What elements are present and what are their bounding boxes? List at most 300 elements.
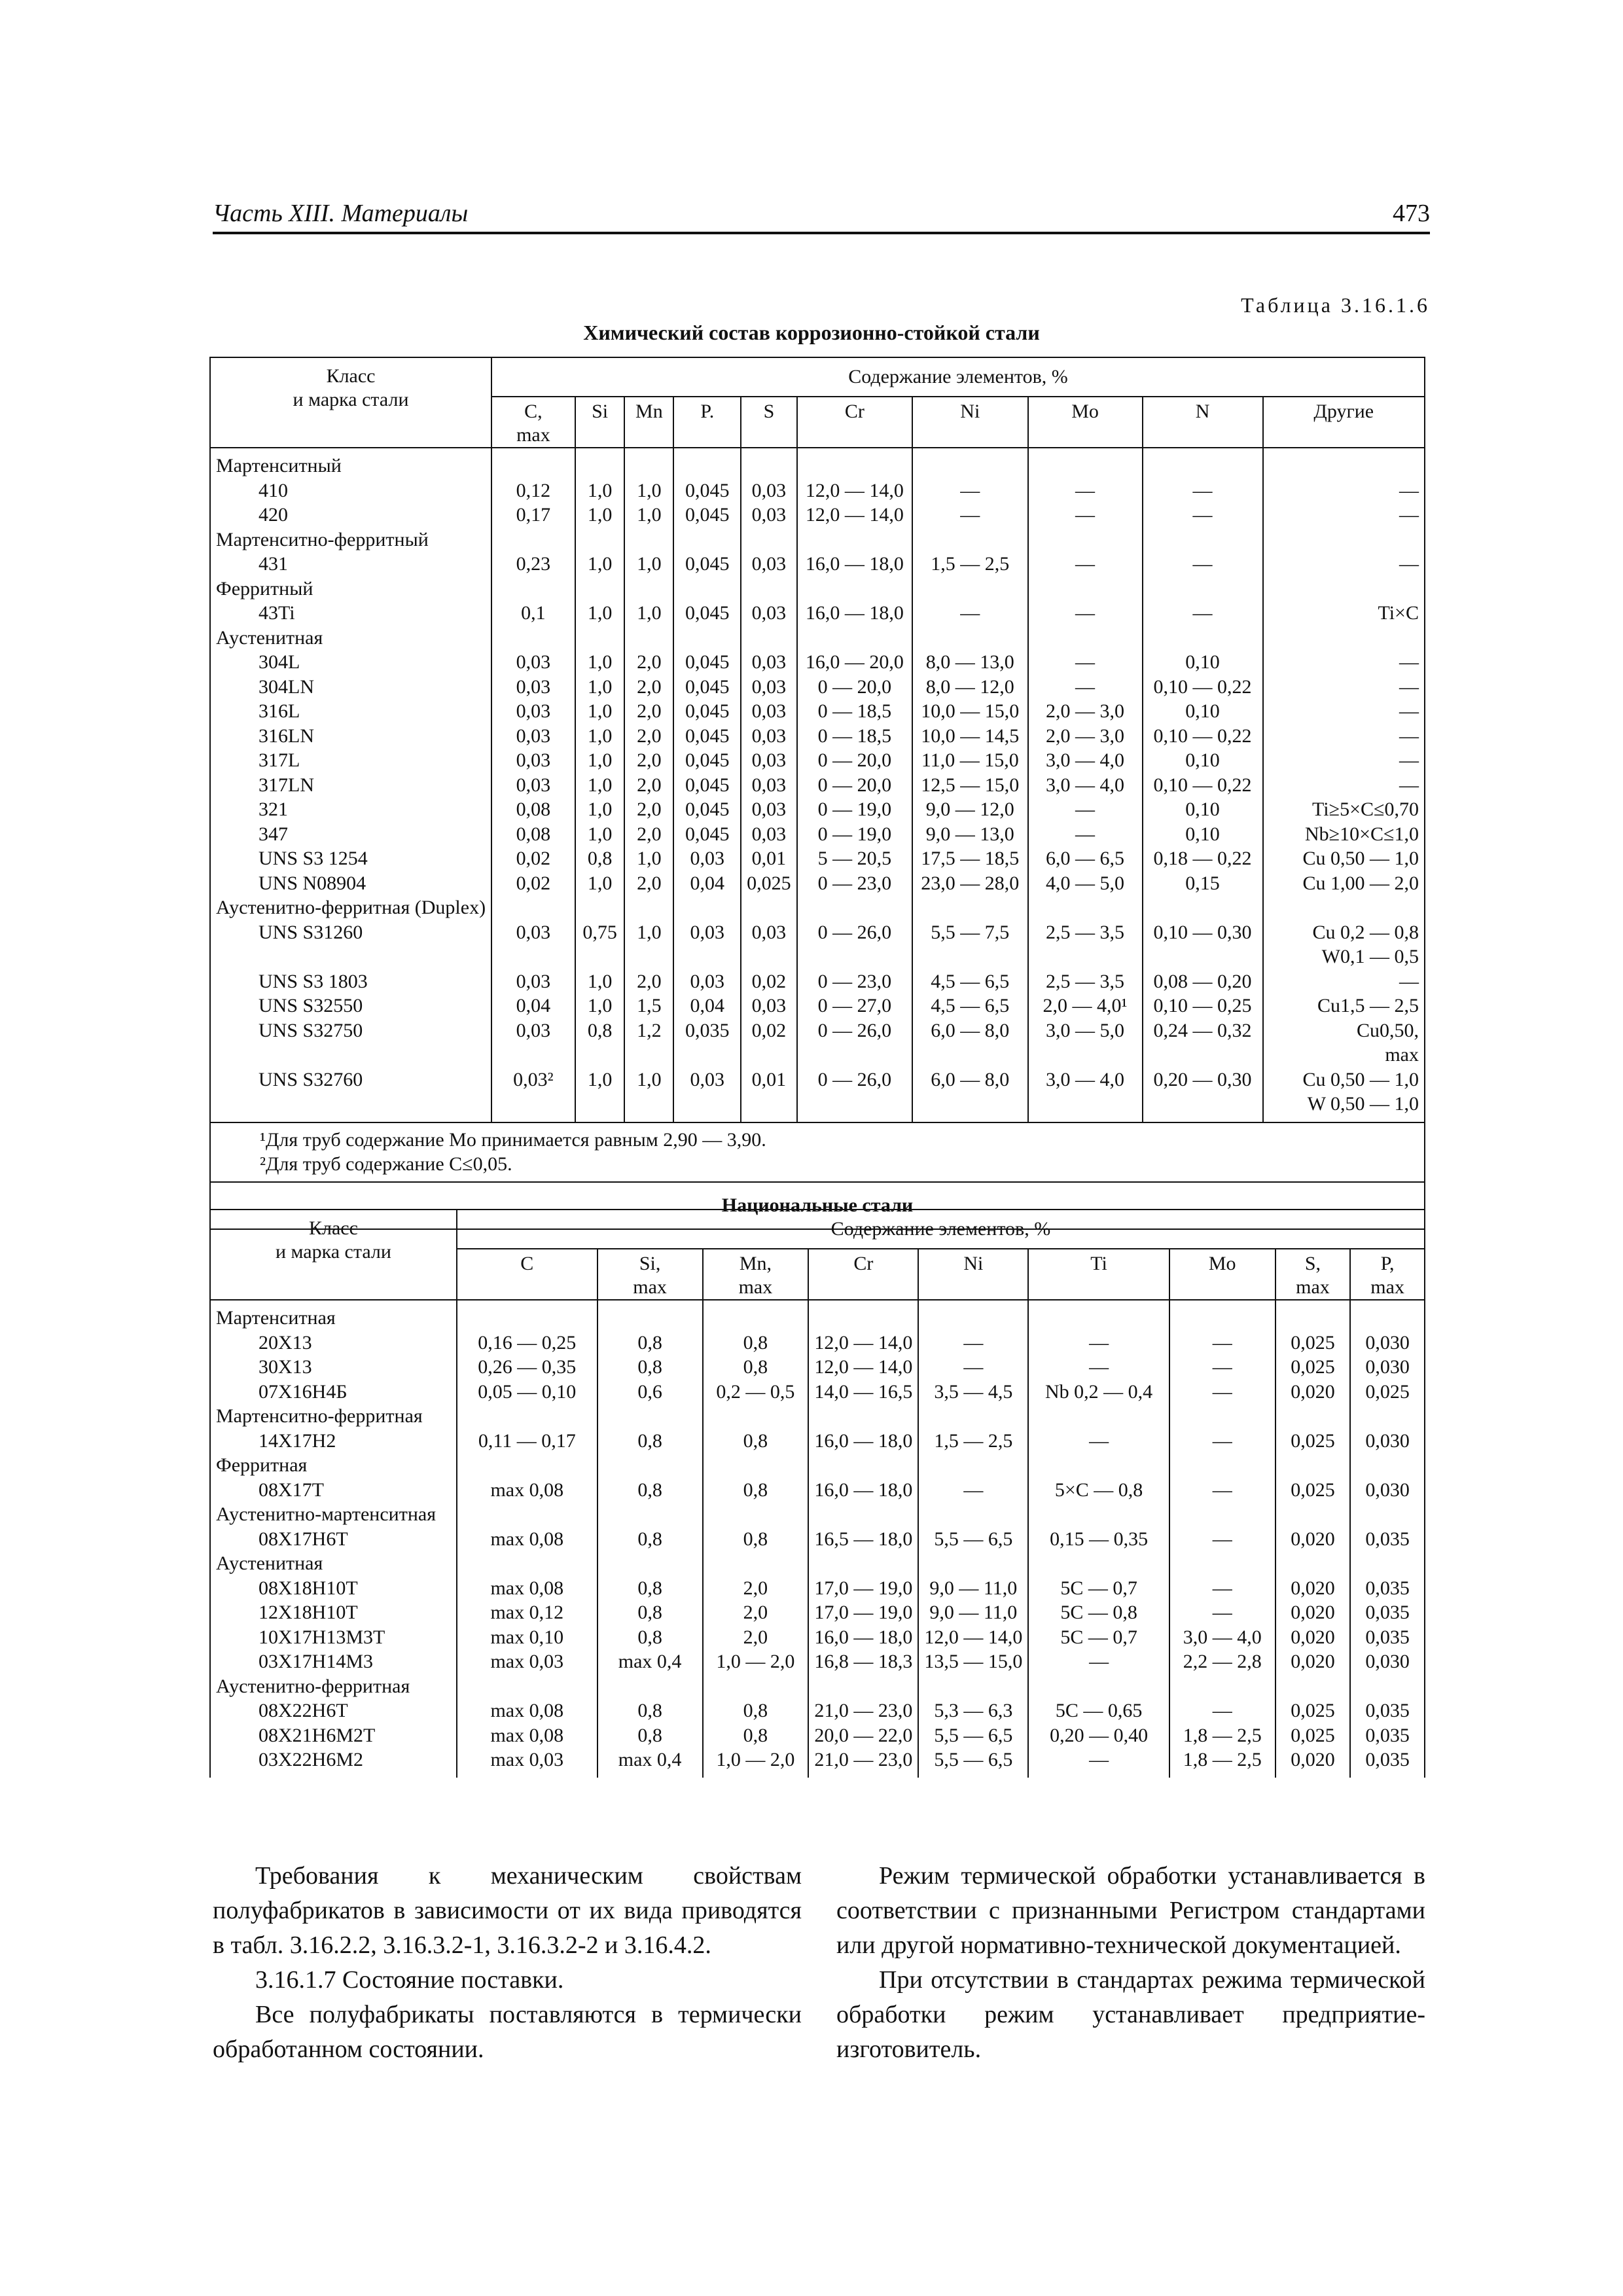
cell-value: 2,0 bbox=[637, 970, 662, 992]
paragraph-absence-of-mode: При отсутствии в стандартах режима термической обработки режим устанавливает предприятие-изготовитель. bbox=[836, 1966, 1425, 2063]
cell-value: 12,0 — 14,0 bbox=[805, 504, 904, 526]
cell-value: 0,11 — 0,17 bbox=[478, 1429, 576, 1452]
cell-value: 20,0 — 22,0 bbox=[814, 1724, 913, 1746]
cell-value: 0,2 — 0,5 bbox=[716, 1380, 795, 1403]
text-left-column bbox=[213, 1859, 802, 2067]
column-header: C bbox=[457, 1249, 597, 1300]
cell-value: 0,08 bbox=[516, 823, 551, 845]
cell-value: Cu 0,50 — 1,0 bbox=[1302, 848, 1419, 869]
national-steels-title: Национальные стали bbox=[210, 1182, 1425, 1229]
cell-value: 0,020 bbox=[1291, 1626, 1335, 1648]
steel-grade: 12Х18Н10Т bbox=[259, 1602, 358, 1623]
steel-grade: UNS S32750 bbox=[259, 1019, 363, 1041]
cell-value: 0,03 bbox=[751, 798, 787, 820]
cell-value: 21,0 — 23,0 bbox=[814, 1749, 913, 1770]
value-column bbox=[1263, 448, 1425, 1122]
cell-value: 1,0 bbox=[637, 479, 662, 501]
cell-value: 1,0 bbox=[587, 970, 613, 992]
cell-value bbox=[803, 944, 906, 969]
cell-value: 12,0 — 14,0 bbox=[814, 1356, 913, 1378]
cell-value: 0,03 bbox=[516, 774, 551, 796]
cell-value bbox=[679, 944, 735, 969]
cell-value: 0,8 bbox=[637, 1626, 662, 1648]
cell-value bbox=[497, 944, 569, 969]
cell-value: 0,035 bbox=[1365, 1577, 1410, 1599]
value-column bbox=[912, 448, 1027, 1122]
cell-value: 1,0 bbox=[637, 602, 662, 624]
value-column bbox=[624, 448, 673, 1122]
cell-value: 0,025 bbox=[1291, 1724, 1335, 1746]
cell-value: 2,0 bbox=[637, 651, 662, 673]
cell-value: 12,0 — 14,0 bbox=[805, 479, 904, 501]
cell-value: 0,03 bbox=[516, 700, 551, 722]
cell-value: 0,8 bbox=[743, 1356, 768, 1378]
steel-class-label: Аустенитная bbox=[216, 1552, 323, 1574]
cell-value: 0,03 bbox=[751, 504, 787, 526]
cell-value: 0,020 bbox=[1291, 1749, 1335, 1770]
cell-value: 0,8 bbox=[587, 848, 613, 869]
steel-class-label: Мартенситно-ферритная bbox=[216, 1405, 423, 1427]
steel-class-label: Мартенситный bbox=[216, 455, 342, 476]
cell-value: — bbox=[1399, 774, 1419, 796]
cell-value: 9,0 — 12,0 bbox=[925, 798, 1014, 820]
value-column bbox=[597, 1300, 703, 1778]
cell-value: Ti×C bbox=[1378, 602, 1419, 624]
cell-value: 0,025 bbox=[1291, 1356, 1335, 1378]
content-header: Содержание элементов, % bbox=[491, 357, 1425, 397]
cell-value: 0,10 — 0,22 bbox=[1153, 675, 1252, 698]
cell-value: 0,03 bbox=[751, 921, 787, 943]
cell-value: 0,8 bbox=[637, 1356, 662, 1378]
cell-value: 0,75 bbox=[582, 921, 617, 943]
cell-value: 1,2 bbox=[637, 1019, 662, 1041]
cell-value: 6,0 — 8,0 bbox=[931, 1019, 1010, 1041]
cell-value: — bbox=[963, 1331, 984, 1354]
cell-value bbox=[747, 944, 791, 969]
cell-value: — bbox=[1399, 970, 1419, 992]
page-number: 473 bbox=[1393, 200, 1430, 227]
cell-value: 0,035 bbox=[1365, 1700, 1410, 1721]
cell-value: 0,025 bbox=[1291, 1331, 1335, 1354]
cell-value: 0,8 bbox=[637, 1331, 662, 1354]
cell-value: 1,8 — 2,5 bbox=[1183, 1749, 1262, 1770]
cell-value: 2,2 — 2,8 bbox=[1183, 1651, 1262, 1672]
cell-value: max 0,03 bbox=[490, 1651, 564, 1672]
cell-value: 3,0 — 4,0 bbox=[1046, 1068, 1125, 1090]
cell-value: 1,5 — 2,5 bbox=[934, 1429, 1013, 1452]
cell-value: 0,16 — 0,25 bbox=[478, 1331, 577, 1354]
cell-value: 2,0 — 3,0 bbox=[1046, 725, 1125, 747]
cell-value: 0 — 19,0 bbox=[817, 798, 892, 820]
cell-value: 1,0 bbox=[637, 1068, 662, 1090]
cell-value bbox=[1034, 1043, 1137, 1067]
cell-value: Ti≥5×C≤0,70 bbox=[1312, 798, 1419, 820]
cell-value: Nb≥10×C≤1,0 bbox=[1304, 823, 1419, 845]
steel-class-label: Ферритная bbox=[216, 1454, 308, 1476]
cell-value: 0,045 bbox=[685, 798, 730, 820]
cell-value: 0,03 bbox=[751, 823, 787, 845]
cell-value: 0,035 bbox=[685, 1019, 730, 1041]
cell-value: 0,8 bbox=[743, 1479, 768, 1501]
class-header: Класс и марка стали bbox=[210, 357, 491, 448]
cell-value: 0,025 bbox=[747, 872, 791, 894]
steel-grade: 08Х17Н6Т bbox=[259, 1528, 348, 1550]
cell-value bbox=[1034, 944, 1137, 969]
cell-value bbox=[630, 944, 668, 969]
cell-value: Cu 0,50 — 1,0 bbox=[1302, 1068, 1419, 1090]
cell-value: 5,5 — 6,5 bbox=[934, 1528, 1013, 1550]
cell-value: 5,5 — 7,5 bbox=[931, 921, 1010, 943]
cell-value: 0,045 bbox=[685, 675, 730, 698]
table-title: Химический состав коррозионно-стойкой стали bbox=[583, 321, 1040, 344]
cell-value: 0,03 bbox=[516, 970, 551, 992]
cell-value: 0,03 bbox=[751, 651, 787, 673]
cell-value: 0,025 bbox=[1291, 1479, 1335, 1501]
cell-value: Cu1,5 — 2,5 bbox=[1317, 995, 1419, 1016]
cell-value: 5C — 0,8 bbox=[1060, 1602, 1137, 1623]
cell-value: 1,0 bbox=[637, 504, 662, 526]
cell-value: 0,03 bbox=[516, 675, 551, 698]
cell-value: 1,0 bbox=[587, 602, 613, 624]
cell-value: — bbox=[1399, 651, 1419, 673]
cell-value: 16,0 — 20,0 bbox=[805, 651, 904, 673]
steel-grade: 316L bbox=[259, 700, 300, 722]
steel-grade: 08Х21Н6М2Т bbox=[259, 1724, 376, 1746]
steel-grade: UNS S3 1803 bbox=[259, 970, 368, 992]
cell-value: max 0,08 bbox=[490, 1724, 564, 1746]
cell-value: 0,01 bbox=[751, 848, 787, 869]
cell-value: 1,0 bbox=[637, 921, 662, 943]
cell-value: 0,03 bbox=[751, 749, 787, 771]
column-header: Другие bbox=[1263, 397, 1425, 448]
cell-value: 0 — 26,0 bbox=[817, 1019, 892, 1041]
cell-value: 0,030 bbox=[1365, 1479, 1410, 1501]
cell-value bbox=[918, 944, 1022, 969]
cell-value: 2,5 — 3,5 bbox=[1046, 921, 1125, 943]
cell-value: 0,03 bbox=[690, 921, 725, 943]
steel-grade: 14Х17Н2 bbox=[259, 1429, 336, 1452]
cell-value: — bbox=[1399, 700, 1419, 722]
cell-value: 0,04 bbox=[690, 872, 725, 894]
cell-value: 0,8 bbox=[637, 1429, 662, 1452]
cell-value: max 0,4 bbox=[618, 1651, 682, 1672]
cell-value: 1,0 bbox=[637, 848, 662, 869]
paragraph-requirements: Требования к механическим свойствам полуфабрикатов в зависимости от их вида приводятся в табл. 3.16.2.2, 3.16.3.2-1, 3.16.3.2-2 и 3.16.4.2. bbox=[213, 1862, 802, 1959]
steel-grade: UNS S32550 bbox=[259, 995, 363, 1016]
cell-value: — bbox=[1192, 553, 1213, 575]
cell-value: 0,03 bbox=[751, 725, 787, 747]
cell-value bbox=[1034, 1092, 1137, 1117]
cell-value: — bbox=[1212, 1479, 1232, 1501]
cell-value: 16,0 — 18,0 bbox=[805, 602, 904, 624]
cell-value: 0,035 bbox=[1365, 1602, 1410, 1623]
cell-value: 0,035 bbox=[1365, 1724, 1410, 1746]
content-header-2: Содержание элементов, % bbox=[457, 1210, 1425, 1249]
cell-value: 0,8 bbox=[743, 1331, 768, 1354]
section-title: Часть XIII. Материалы bbox=[213, 200, 469, 227]
cell-value: — bbox=[1075, 602, 1096, 624]
cell-value: 0,05 — 0,10 bbox=[478, 1380, 577, 1403]
cell-value: 0,8 bbox=[637, 1528, 662, 1550]
cell-value bbox=[581, 944, 619, 969]
cell-value bbox=[1149, 1092, 1257, 1117]
steel-class-label: Аустенитно-ферритная bbox=[216, 1675, 410, 1697]
cell-value: 0,8 bbox=[743, 1724, 768, 1746]
cell-value: 0,20 — 0,30 bbox=[1153, 1068, 1252, 1090]
cell-value: 1,0 bbox=[587, 749, 613, 771]
cell-value: 3,0 — 4,0 bbox=[1046, 749, 1125, 771]
cell-value: — bbox=[1089, 1429, 1109, 1452]
steel-grade: 431 bbox=[259, 553, 288, 575]
cell-value: max 0,03 bbox=[490, 1749, 564, 1770]
cell-value: 0,8 bbox=[587, 1019, 613, 1041]
value-column bbox=[575, 448, 625, 1122]
cell-value: 16,5 — 18,0 bbox=[814, 1528, 913, 1550]
cell-value: 2,0 bbox=[637, 675, 662, 698]
cell-value: 0,030 bbox=[1365, 1331, 1410, 1354]
cell-value: — bbox=[1192, 504, 1213, 526]
cell-value: 0,03 bbox=[516, 725, 551, 747]
cell-value: 0,030 bbox=[1365, 1651, 1410, 1672]
cell-value: 3,5 — 4,5 bbox=[934, 1380, 1013, 1403]
cell-value: 1,0 bbox=[587, 823, 613, 845]
cell-value: 3,0 — 4,0 bbox=[1046, 774, 1125, 796]
cell-value: 2,0 bbox=[637, 749, 662, 771]
cell-value: — bbox=[1089, 1749, 1109, 1770]
cell-value: 0,08 — 0,20 bbox=[1153, 970, 1252, 992]
cell-value: 0 — 26,0 bbox=[817, 921, 892, 943]
cell-value: 4,5 — 6,5 bbox=[931, 995, 1010, 1016]
steel-grade: 10Х17Н13М3Т bbox=[259, 1626, 385, 1648]
cell-value bbox=[630, 1043, 668, 1067]
cell-value: 0 — 27,0 bbox=[817, 995, 892, 1016]
cell-value: 0 — 19,0 bbox=[817, 823, 892, 845]
cell-value: 0,8 bbox=[743, 1429, 768, 1452]
cell-value: 3,0 — 4,0 bbox=[1183, 1626, 1262, 1648]
cell-value: 0,02 bbox=[516, 848, 551, 869]
steel-grade-column bbox=[210, 448, 491, 1122]
cell-value: 1,0 bbox=[587, 774, 613, 796]
cell-value: max 0,12 bbox=[490, 1602, 564, 1623]
cell-value: 0,020 bbox=[1291, 1380, 1335, 1403]
cell-value: max 0,08 bbox=[490, 1479, 564, 1501]
cell-value: 4,5 — 6,5 bbox=[931, 970, 1010, 992]
cell-value: 0,02 bbox=[516, 872, 551, 894]
cell-value: 4,0 — 5,0 bbox=[1046, 872, 1125, 894]
cell-value: 0,8 bbox=[637, 1700, 662, 1721]
cell-value: 5×C — 0,8 bbox=[1054, 1479, 1143, 1501]
footnote-1: ¹Для труб содержание Mo принимается равным 2,90 — 3,90. bbox=[260, 1128, 766, 1151]
text-right-column bbox=[836, 1859, 1425, 2067]
cell-value: 3,0 — 5,0 bbox=[1046, 1019, 1125, 1041]
cell-value: — bbox=[1212, 1602, 1232, 1623]
cell-value: 6,0 — 8,0 bbox=[931, 1068, 1010, 1090]
cell-value: — bbox=[1212, 1429, 1232, 1452]
cell-value: 0,10 bbox=[1185, 749, 1220, 771]
steel-grade: 03Х17Н14М3 bbox=[259, 1651, 374, 1672]
cell-value: 0,17 bbox=[516, 504, 551, 526]
cell-value: 0,10 — 0,25 bbox=[1153, 995, 1252, 1016]
cell-value bbox=[803, 1043, 906, 1067]
cell-value bbox=[918, 1092, 1022, 1117]
cell-value: 2,0 bbox=[743, 1626, 768, 1648]
cell-value bbox=[630, 1092, 668, 1117]
cell-value: 0,03 bbox=[690, 848, 725, 869]
steel-grade bbox=[216, 1043, 486, 1067]
cell-value: 21,0 — 23,0 bbox=[814, 1700, 913, 1721]
cell-value: 14,0 — 16,5 bbox=[814, 1380, 913, 1403]
cell-value: 9,0 — 11,0 bbox=[929, 1577, 1018, 1599]
steel-grade: UNS S31260 bbox=[259, 921, 363, 943]
steel-class-label: Ферритный bbox=[216, 577, 313, 600]
cell-value: 0 — 26,0 bbox=[817, 1068, 892, 1090]
footnote-2: ²Для труб содержание C≤0,05. bbox=[260, 1153, 512, 1175]
steel-grade: 08Х22Н6Т bbox=[259, 1700, 348, 1721]
cell-value: 0,020 bbox=[1291, 1651, 1335, 1672]
cell-value: 0 — 20,0 bbox=[817, 774, 892, 796]
cell-value: 0 — 23,0 bbox=[817, 872, 892, 894]
cell-value: — bbox=[1192, 602, 1213, 624]
cell-value: 9,0 — 11,0 bbox=[929, 1602, 1018, 1623]
cell-value: — bbox=[1089, 1331, 1109, 1354]
cell-value: 2,0 bbox=[637, 700, 662, 722]
cell-value: 2,0 bbox=[637, 774, 662, 796]
cell-value: 0,26 — 0,35 bbox=[478, 1356, 577, 1378]
cell-value: — bbox=[1075, 651, 1096, 673]
cell-value: 1,0 bbox=[587, 700, 613, 722]
steel-grade: 317L bbox=[259, 749, 300, 771]
steel-grade: UNS S32760 bbox=[259, 1068, 363, 1090]
cell-value: W 0,50 — 1,0 bbox=[1307, 1093, 1419, 1115]
cell-value: 0,10 bbox=[1185, 651, 1220, 673]
cell-value: 2,0 — 3,0 bbox=[1046, 700, 1125, 722]
cell-value: 0,03 bbox=[751, 995, 787, 1016]
national-steels-table bbox=[209, 1209, 1425, 1778]
cell-value: 0,020 bbox=[1291, 1577, 1335, 1599]
value-column bbox=[1028, 1300, 1169, 1778]
steel-grade: 43Ti bbox=[259, 602, 295, 624]
cell-value: 0,8 bbox=[637, 1479, 662, 1501]
cell-value bbox=[497, 1092, 569, 1117]
cell-value: 0,045 bbox=[685, 749, 730, 771]
cell-value: 0,08 bbox=[516, 798, 551, 820]
cell-value: 16,0 — 18,0 bbox=[814, 1429, 913, 1452]
cell-value: — bbox=[960, 602, 980, 624]
cell-value: 12,0 — 14,0 bbox=[814, 1331, 913, 1354]
cell-value bbox=[747, 1043, 791, 1067]
cell-value bbox=[581, 1043, 619, 1067]
cell-value: — bbox=[1089, 1356, 1109, 1378]
cell-value: 2,0 bbox=[637, 872, 662, 894]
cell-value: 0,02 bbox=[751, 1019, 787, 1041]
value-column bbox=[918, 1300, 1028, 1778]
cell-value: 1,0 bbox=[587, 872, 613, 894]
cell-value: 1,0 bbox=[587, 553, 613, 575]
cell-value: 2,0 — 4,0¹ bbox=[1043, 995, 1128, 1016]
cell-value: 5C — 0,7 bbox=[1060, 1626, 1137, 1648]
steel-grade: 20Х13 bbox=[259, 1331, 312, 1354]
cell-value: 0,03 bbox=[690, 970, 725, 992]
cell-value: — bbox=[1399, 553, 1419, 575]
cell-value: max 0,4 bbox=[618, 1749, 682, 1770]
cell-value: 17,0 — 19,0 bbox=[814, 1577, 913, 1599]
cell-value: max bbox=[1385, 1044, 1419, 1066]
cell-value: 1,0 bbox=[587, 798, 613, 820]
cell-value: 0,10 — 0,30 bbox=[1153, 921, 1252, 943]
cell-value: Cu0,50, bbox=[1356, 1019, 1419, 1041]
cell-value: 0,03 bbox=[516, 651, 551, 673]
cell-value: 0,8 bbox=[637, 1577, 662, 1599]
steel-class-label: Мартенситно-ферритный bbox=[216, 528, 429, 550]
column-header: Cr bbox=[808, 1249, 918, 1300]
cell-value: 0,6 bbox=[637, 1380, 662, 1403]
value-column bbox=[741, 448, 797, 1122]
cell-value: 0,045 bbox=[685, 774, 730, 796]
steel-grade: 304L bbox=[259, 651, 300, 673]
cell-value: — bbox=[1212, 1331, 1232, 1354]
cell-value: 5,5 — 6,5 bbox=[934, 1724, 1013, 1746]
cell-value: 0,030 bbox=[1365, 1429, 1410, 1452]
cell-value: 0,10 bbox=[1185, 823, 1220, 845]
steel-grade: 08Х17Т bbox=[259, 1479, 324, 1501]
cell-value: 8,0 — 12,0 bbox=[925, 675, 1014, 698]
cell-value: 5C — 0,65 bbox=[1055, 1700, 1143, 1721]
column-header: Cr bbox=[797, 397, 912, 448]
cell-value: 0,03 bbox=[516, 749, 551, 771]
cell-value: 0,04 bbox=[690, 995, 725, 1016]
cell-value: 0,03 bbox=[751, 675, 787, 698]
cell-value: 0,8 bbox=[637, 1602, 662, 1623]
steel-grade bbox=[216, 944, 486, 969]
cell-value: 11,0 — 15,0 bbox=[921, 749, 1019, 771]
column-header: Ti bbox=[1028, 1249, 1169, 1300]
cell-value: 1,5 bbox=[637, 995, 662, 1016]
cell-value: 0,045 bbox=[685, 504, 730, 526]
cell-value: 1,0 — 2,0 bbox=[716, 1651, 795, 1672]
column-header: C, max bbox=[491, 397, 575, 448]
steel-class-label: Мартенситная bbox=[216, 1307, 336, 1329]
cell-value: 0,18 — 0,22 bbox=[1153, 848, 1252, 869]
paragraph-heat-treatment: Режим термической обработки устанавливается в соответствии с признанными Регистром стандартами или другой нормативно-технической документацией. bbox=[836, 1862, 1425, 1959]
cell-value: 0,035 bbox=[1365, 1528, 1410, 1550]
cell-value: 0 — 18,5 bbox=[817, 725, 892, 747]
cell-value: 1,0 — 2,0 bbox=[716, 1749, 795, 1770]
footnotes bbox=[210, 1122, 1425, 1182]
steel-grade: 07Х16Н4Б bbox=[259, 1380, 348, 1403]
column-header: Mn bbox=[624, 397, 673, 448]
cell-value: 0,8 bbox=[743, 1528, 768, 1550]
cell-value: 17,0 — 19,0 bbox=[814, 1602, 913, 1623]
cell-value: 1,0 bbox=[587, 651, 613, 673]
cell-value: — bbox=[1075, 553, 1096, 575]
cell-value: — bbox=[1212, 1700, 1232, 1721]
cell-value bbox=[497, 1043, 569, 1067]
value-column bbox=[797, 448, 912, 1122]
cell-value: 17,5 — 18,5 bbox=[921, 848, 1020, 869]
column-header: S bbox=[741, 397, 797, 448]
cell-value: 0,03 bbox=[516, 1019, 551, 1041]
cell-value: 0,24 — 0,32 bbox=[1153, 1019, 1252, 1041]
paragraph-delivery-state: Все полуфабрикаты поставляются в термически обработанном состоянии. bbox=[213, 2001, 802, 2063]
cell-value: 0,03 bbox=[751, 479, 787, 501]
value-column bbox=[1350, 1300, 1425, 1778]
cell-value: 6,0 — 6,5 bbox=[1046, 848, 1125, 869]
cell-value bbox=[747, 1092, 791, 1117]
column-header: S, max bbox=[1275, 1249, 1351, 1300]
column-header: Si bbox=[575, 397, 625, 448]
steel-class-label: Аустенитно-ферритная (Duplex) bbox=[216, 897, 486, 918]
cell-value: 0,03 bbox=[751, 602, 787, 624]
